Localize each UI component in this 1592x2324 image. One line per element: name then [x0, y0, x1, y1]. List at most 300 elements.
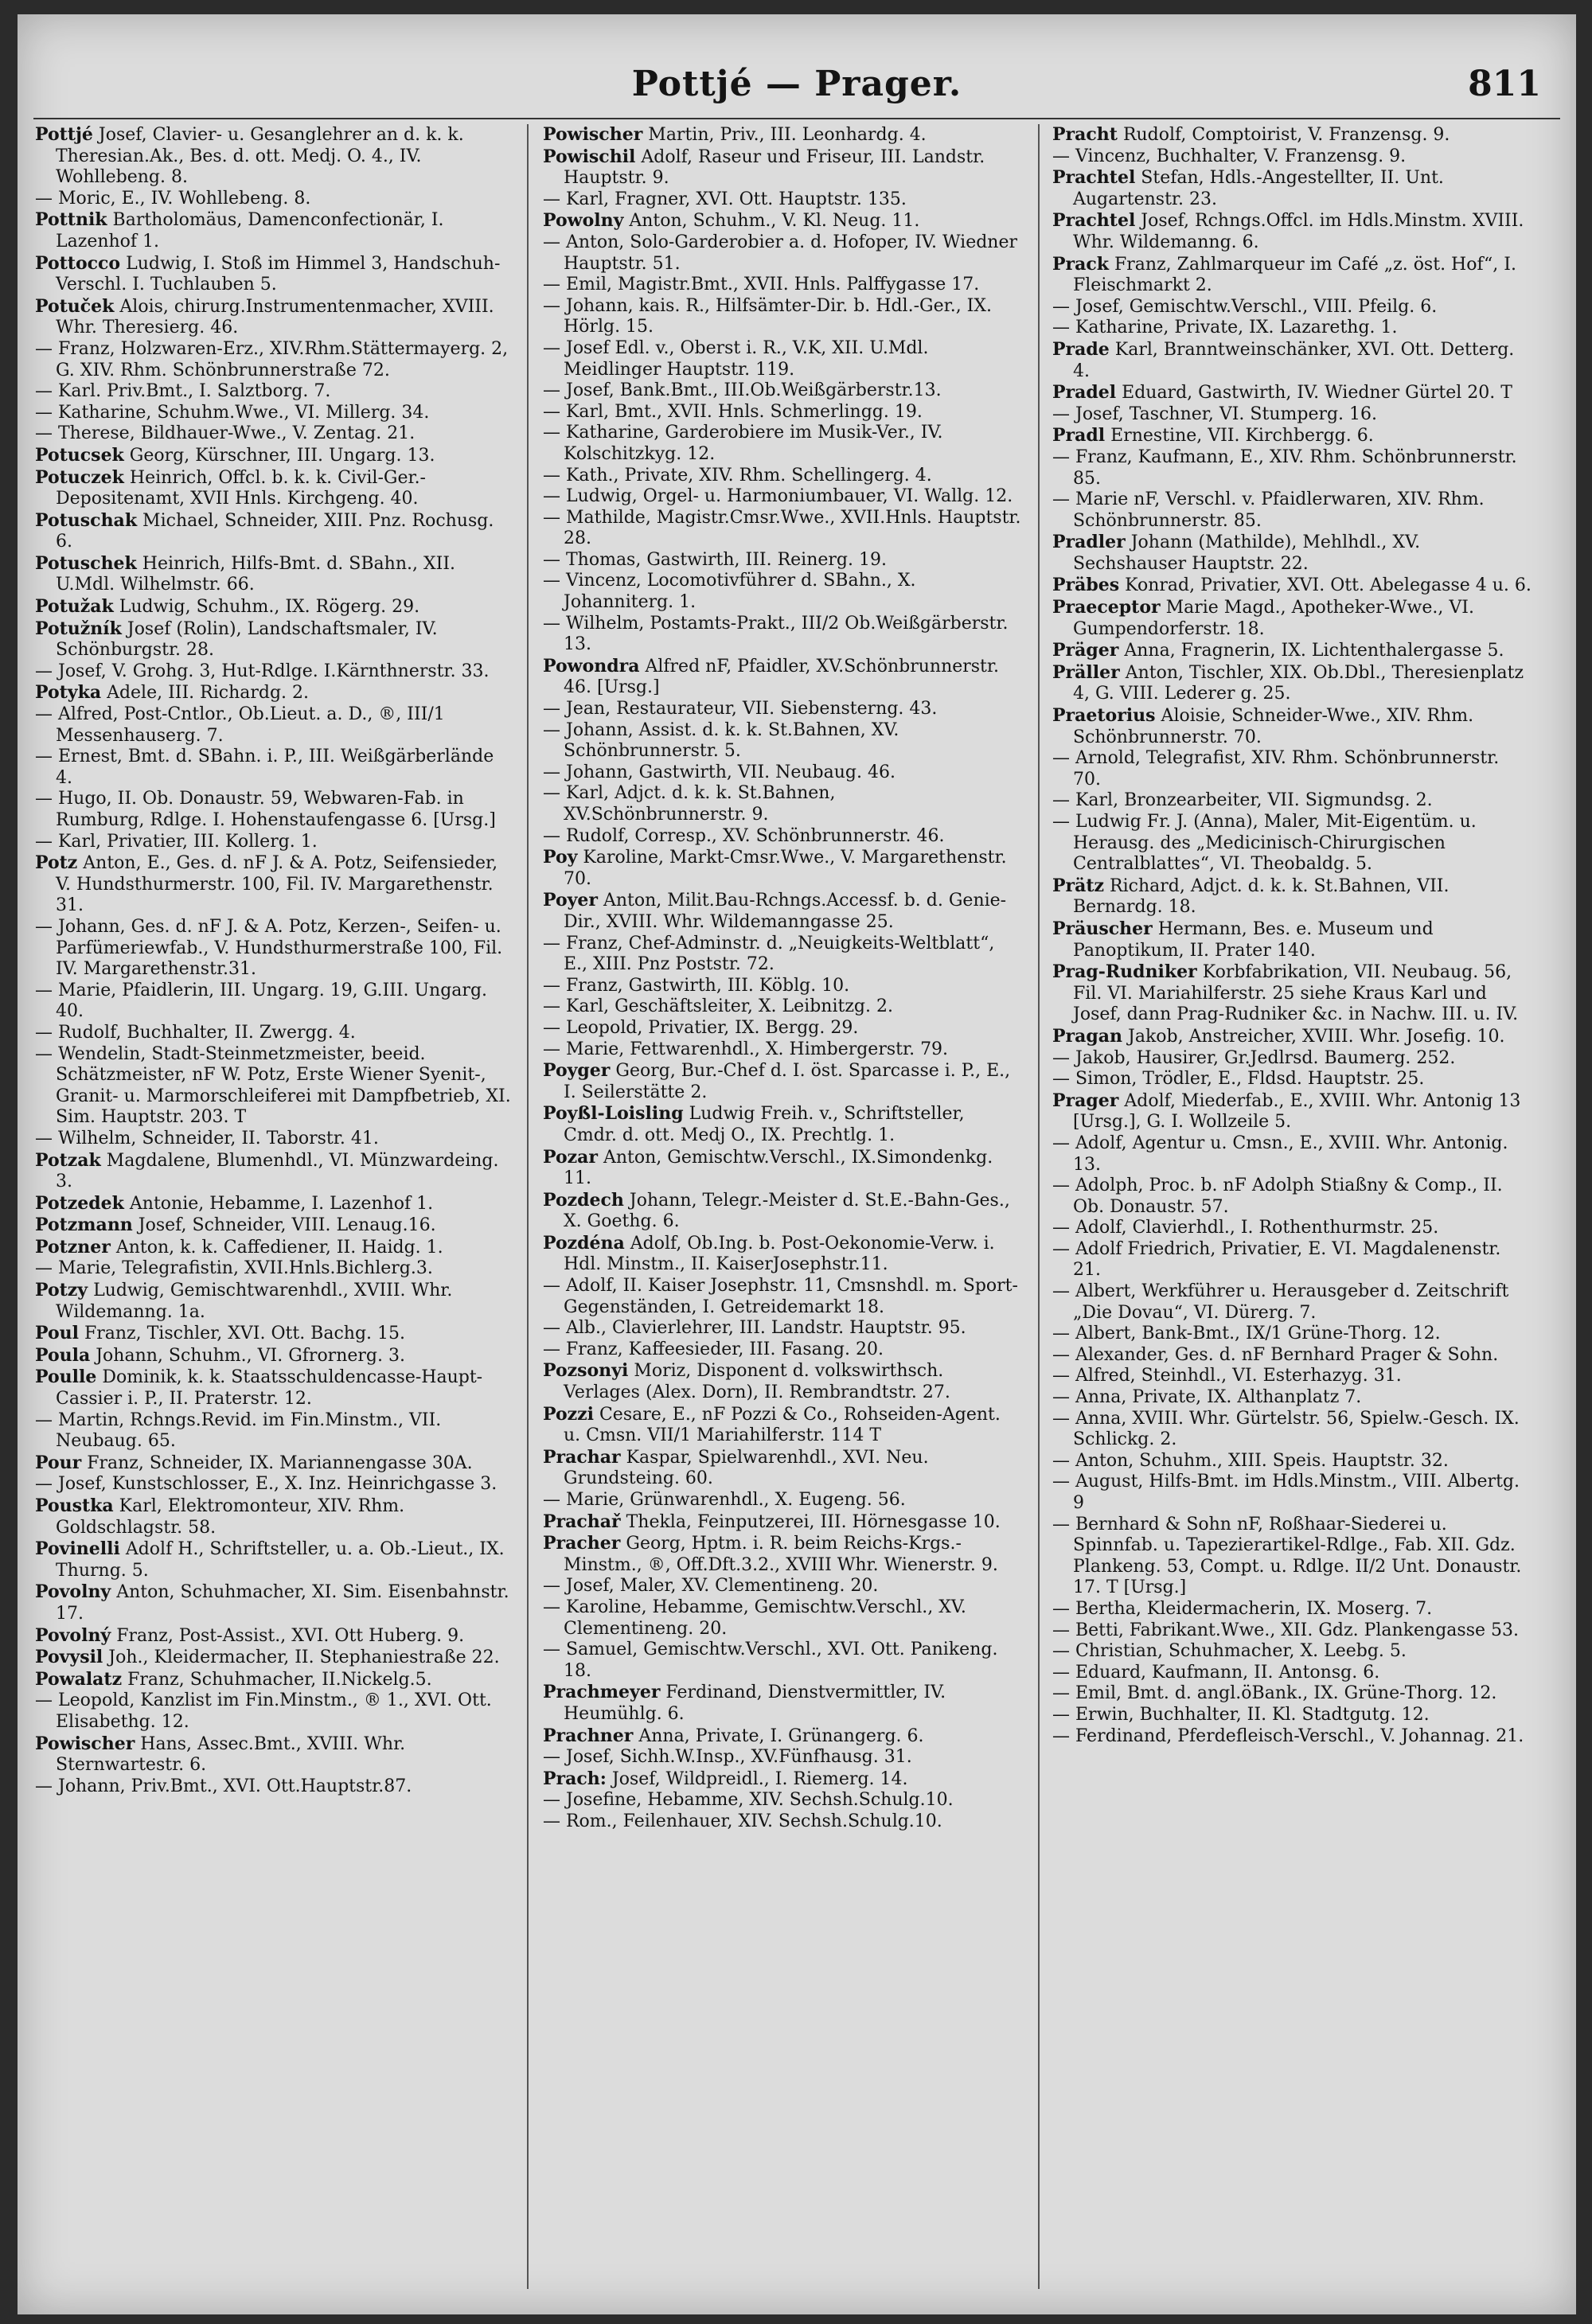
directory-entry: [1052, 812, 1532, 875]
directory-entry: [543, 762, 1022, 784]
directory-entry: [1052, 597, 1532, 640]
directory-entry: [35, 510, 514, 553]
entry-details: — Marie, Telegrafistin, XVII.Hnls.Bichlerg.3.: [35, 1258, 433, 1279]
entry-surname: Prachtel: [1052, 167, 1136, 189]
entry-surname: Poul: [35, 1323, 79, 1344]
directory-entry: [35, 1776, 514, 1798]
directory-entry: [543, 996, 1022, 1018]
entry-details: — Betti, Fabrikant.Wwe., XII. Gdz. Plankengasse 53.: [1052, 1620, 1519, 1640]
page-header: [18, 64, 1576, 111]
directory-entry: [543, 124, 1022, 146]
directory-entry: [35, 381, 514, 403]
directory-entry: [543, 380, 1022, 402]
entry-details: Josef (Rolin), Landschaftsmaler, IV. Schönburgstr. 28.: [56, 618, 438, 661]
directory-entry: [35, 1538, 514, 1581]
directory-entry: [543, 1339, 1022, 1361]
entry-surname: Prager: [1052, 1090, 1119, 1111]
directory-entry: [543, 1533, 1022, 1576]
entry-details: Anton, E., Ges. d. nF J. & A. Potz, Seifensieder, V. Hundsthurmerstr. 100, Fil. IV. Margarethenstr. 31.: [56, 853, 498, 916]
entry-details: — Karl, Privatier, III. Kollerg. 1.: [35, 831, 318, 852]
entry-surname: Potyka: [35, 682, 102, 704]
entry-surname: Powischer: [543, 124, 643, 145]
entry-details: Martin, Priv., III. Leonhardg. 4.: [642, 125, 927, 145]
entry-details: Rudolf, Comptoirist, V. Franzensg. 9.: [1117, 125, 1450, 145]
entry-details: — Alexander, Ges. d. nF Bernhard Prager & Sohn.: [1052, 1344, 1499, 1365]
directory-entry: [35, 1280, 514, 1323]
entry-details: Josef, Wildpreidl., I. Riemerg. 14.: [606, 1768, 908, 1789]
entry-surname: Pottjé: [35, 124, 93, 145]
entry-details: Franz, Schuhmacher, II.Nickelg.5.: [122, 1669, 432, 1690]
entry-surname: Prade: [1052, 338, 1110, 360]
directory-entry: [35, 1215, 514, 1237]
entry-surname: Potzmann: [35, 1215, 133, 1236]
directory-page: [18, 14, 1576, 2314]
entry-details: Anton, Tischler, XIX. Ob.Dbl., Theresienplatz 4, G. VIII. Lederer g. 25.: [1073, 662, 1524, 704]
entry-surname: Potuschek: [35, 552, 137, 574]
entry-details: — Franz, Holzwaren-Erz., XIV.Rhm.Stättermayerg. 2, G. XIV. Rhm. Schönbrunnerstraße 72.: [35, 338, 509, 380]
directory-entry: [35, 618, 514, 661]
entry-details: — Adolf, Agentur u. Cmsn., E., XVIII. Whr. Antonig. 13.: [1052, 1133, 1508, 1175]
directory-entry: [543, 783, 1022, 825]
directory-entry: [543, 486, 1022, 508]
directory-entry: [543, 1640, 1022, 1682]
entry-surname: Potužak: [35, 596, 114, 618]
entry-details: — Kath., Private, XIV. Rhm. Schellingerg. 4.: [543, 465, 932, 485]
directory-entry: [543, 1790, 1022, 1811]
entry-details: Joh., Kleidermacher, II. Stephaniestraße 22.: [103, 1647, 500, 1668]
directory-entry: [543, 1747, 1022, 1768]
directory-entry: [1052, 489, 1532, 532]
directory-entry: [543, 571, 1022, 613]
entry-details: Adolf, Raseur und Friseur, III. Landstr. Hauptstr. 9.: [564, 146, 985, 189]
entry-details: Marie Magd., Apotheker-Wwe., VI. Gumpendorferstr. 18.: [1073, 598, 1474, 639]
directory-entry: [1052, 1133, 1532, 1176]
entry-details: — Alb., Clavierlehrer, III. Landstr. Hauptstr. 95.: [543, 1318, 966, 1339]
entry-details: — Anna, Private, IX. Althanplatz 7.: [1052, 1387, 1362, 1408]
entry-details: — Rudolf, Corresp., XV. Schönbrunnerstr. 46.: [543, 825, 945, 846]
entry-details: — Hugo, II. Ob. Donaustr. 59, Webwaren-Fab. in Rumburg, Rdlge. I. Hohenstaufengasse 6. [Ursg.]: [35, 789, 496, 830]
directory-entry: [1052, 1620, 1532, 1642]
entry-details: Korbfabrikation, VII. Neubaug. 56, Fil. VI. Mariahilferstr. 25 siehe Kraus Karl und Josef, dann Prag-Rudniker &c. in Nachw. III. u. IV.: [1073, 962, 1519, 1025]
entry-details: Konrad, Privatier, XVI. Ott. Abelegasse 4 u. 6.: [1119, 575, 1532, 596]
entry-surname: Povysil: [35, 1647, 103, 1668]
entry-surname: Poula: [35, 1344, 91, 1366]
entry-details: Johann (Mathilde), Mehlhdl., XV. Sechshauser Hauptstr. 22.: [1073, 532, 1421, 574]
entry-details: Adolf, Miederfab., E., XVIII. Whr. Antonig 13 [Ursg.], G. I. Wollzeile 5.: [1073, 1090, 1521, 1133]
directory-entry: [1052, 1281, 1532, 1324]
entry-details: — Johann, Gastwirth, VII. Neubaug. 46.: [543, 762, 896, 782]
entry-surname: Potzy: [35, 1280, 88, 1301]
entry-details: Hans, Assec.Bmt., XVIII. Whr. Sternwartestr. 6.: [56, 1733, 406, 1776]
entry-details: — Franz, Chef-Adminstr. d. „Neuigkeits-Weltblatt“, E., XIII. Pnz Poststr. 72.: [543, 933, 995, 975]
entry-surname: Pradl: [1052, 425, 1106, 446]
directory-entry: [1052, 1324, 1532, 1345]
entry-surname: Poulle: [35, 1367, 97, 1388]
directory-entry: [543, 338, 1022, 380]
entry-surname: Potzner: [35, 1236, 111, 1258]
column-2: [543, 124, 1022, 2289]
directory-entry: [1052, 167, 1532, 210]
directory-entry: [1052, 1683, 1532, 1705]
entry-details: — Katharine, Private, IX. Lazarethg. 1.: [1052, 318, 1398, 338]
directory-entry: [543, 1233, 1022, 1276]
directory-entry: [35, 467, 514, 510]
entry-details: Anton, Schuhmacher, XI. Sim. Eisenbahnstr. 17.: [56, 1582, 509, 1624]
directory-entry: [1052, 1239, 1532, 1281]
entry-details: — Adolph, Proc. b. nF Adolph Stiaßny & Comp., II. Ob. Donaustr. 57.: [1052, 1176, 1503, 1217]
entry-details: — Marie, Pfaidlerin, III. Ungarg. 19, G.III. Ungarg. 40.: [35, 980, 488, 1022]
directory-entry: [1052, 790, 1532, 812]
entry-details: Anton, Schuhm., V. Kl. Neug. 11.: [623, 211, 920, 232]
entry-details: — Vincenz, Locomotivführer d. SBahn., X. Johanniterg. 1.: [543, 571, 916, 613]
directory-entry: [543, 550, 1022, 571]
entry-details: Adolf H., Schriftsteller, u. a. Ob.-Lieut., IX. Thurng. 5.: [56, 1539, 505, 1581]
entry-details: — Rom., Feilenhauer, XIV. Sechsh.Schulg.10.: [543, 1811, 942, 1831]
entry-details: — Franz, Kaffeesieder, III. Fasang. 20.: [543, 1339, 884, 1359]
entry-details: — Wilhelm, Schneider, II. Taborstr. 41.: [35, 1128, 379, 1148]
entry-details: — Bertha, Kleidermacherin, IX. Moserg. 7.: [1052, 1598, 1433, 1619]
entry-details: — Leopold, Kanzlist im Fin.Minstm., ® 1., XVI. Ott. Elisabethg. 12.: [35, 1690, 492, 1732]
entry-surname: Prachmeyer: [543, 1682, 661, 1703]
entry-details: — Josef, Kunstschlosser, E., X. Inz. Heinrichgasse 3.: [35, 1474, 498, 1495]
entry-details: Franz, Zahlmarqueur im Café „z. öst. Hof“, I. Fleischmarkt 2.: [1073, 254, 1516, 296]
entry-details: — Karl, Bmt., XVII. Hnls. Schmerlingg. 19.: [543, 401, 923, 422]
entry-details: Franz, Tischler, XVI. Ott. Bachg. 15.: [78, 1324, 406, 1344]
entry-details: Franz, Post-Assist., XVI. Ott Huberg. 9.: [111, 1625, 465, 1646]
entry-details: — Alfred, Steinhdl., VI. Esterhazyg. 31.: [1052, 1366, 1402, 1386]
entry-surname: Povolný: [35, 1624, 111, 1646]
directory-entry: [543, 1060, 1022, 1103]
directory-entry: [543, 1725, 1022, 1748]
directory-entry: [543, 1018, 1022, 1039]
entry-surname: Praeceptor: [1052, 597, 1161, 618]
directory-entry: [1052, 1451, 1532, 1472]
entry-details: — Adolf, Clavierhdl., I. Rothenthurmstr. 25.: [1052, 1218, 1439, 1238]
directory-entry: [543, 402, 1022, 423]
entry-details: — Ludwig Fr. J. (Anna), Maler, Mit-Eigentüm. u. Herausg. des „Medicinisch-Chirurgischen Centralblattes“, VI. Theobaldg. 5.: [1052, 812, 1477, 875]
entry-details: Josef, Clavier- u. Gesanglehrer an d. k. k. Theresian.Ak., Bes. d. ott. Medj. O. 4., IV. Wohllebeng. 8.: [56, 125, 464, 188]
entry-details: — Anna, XVIII. Whr. Gürtelstr. 56, Spielw.-Gesch. IX. Schlickg. 2.: [1052, 1408, 1520, 1450]
entry-details: Anton, k. k. Caffediener, II. Haidg. 1.: [110, 1237, 443, 1258]
entry-surname: Präuscher: [1052, 918, 1153, 939]
entry-details: — Rudolf, Buchhalter, II. Zwergg. 4.: [35, 1022, 356, 1043]
directory-entry: [543, 146, 1022, 189]
entry-details: — Ludwig, Orgel- u. Harmoniumbauer, VI. Wallg. 12.: [543, 486, 1013, 507]
entry-surname: Poyer: [543, 890, 598, 911]
entry-details: — Johann, Priv.Bmt., XVI. Ott.Hauptstr.87.: [35, 1776, 412, 1796]
entry-details: — Johann, kais. R., Hilfsämter-Dir. b. Hdl.-Ger., IX. Hörlg. 15.: [543, 295, 993, 337]
entry-details: Aloisie, Schneider-Wwe., XIV. Rhm. Schönbrunnerstr. 70.: [1073, 706, 1474, 747]
directory-entry: [543, 1147, 1022, 1190]
directory-entry: [35, 1474, 514, 1495]
directory-entry: [1052, 404, 1532, 426]
entry-details: — Erwin, Buchhalter, II. Kl. Stadtgutg. 12.: [1052, 1704, 1430, 1725]
directory-entry: [543, 189, 1022, 211]
directory-entry: [543, 934, 1022, 976]
directory-entry: [1052, 1218, 1532, 1239]
directory-entry: [543, 890, 1022, 933]
entry-surname: Poyger: [543, 1060, 611, 1082]
directory-entry: [543, 826, 1022, 848]
directory-entry: [35, 445, 514, 467]
directory-entry: [35, 423, 514, 445]
entry-details: Ferdinand, Dienstvermittler, IV. Heumühlg. 6.: [564, 1683, 946, 1724]
entry-details: — Albert, Werkführer u. Herausgeber d. Zeitschrift „Die Dovau“, VI. Dürerg. 7.: [1052, 1281, 1509, 1323]
directory-entry: [543, 210, 1022, 232]
entry-details: Ludwig Freih. v., Schriftsteller, Cmdr. d. ott. Medj O., IX. Prechtlg. 1.: [564, 1104, 965, 1145]
entry-surname: Potucsek: [35, 444, 124, 466]
entry-details: — Ferdinand, Pferdefleisch-Verschl., V. Johannag. 21.: [1052, 1725, 1524, 1746]
directory-entry: [543, 1360, 1022, 1403]
directory-entry: [1052, 1345, 1532, 1367]
directory-entry: [1052, 297, 1532, 318]
entry-details: — Moric, E., IV. Wohllebeng. 8.: [35, 188, 311, 209]
entry-details: Georg, Kürschner, III. Ungarg. 13.: [123, 445, 435, 466]
directory-entry: [543, 1811, 1022, 1833]
entry-details: Karoline, Markt-Cmsr.Wwe., V. Margarethenstr. 70.: [564, 848, 1007, 889]
entry-details: Ludwig, Schuhm., IX. Rögerg. 29.: [113, 597, 420, 618]
entry-details: Magdalene, Blumenhdl., VI. Münzwardeing. 3.: [56, 1150, 499, 1192]
entry-surname: Pour: [35, 1452, 82, 1473]
column-divider-2: [1038, 124, 1040, 2289]
directory-entry: [35, 1044, 514, 1129]
entry-surname: Präbes: [1052, 575, 1120, 596]
directory-entry: [1052, 1387, 1532, 1409]
entry-details: — Wendelin, Stadt-Steinmetzmeister, beeid. Schätzmeister, nF W. Potz, Erste Wiener Syenit-, Granit- u. Marmorschleiferei mit Dampfbetrieb, XI. Sim. Hauptstr. 203. T: [35, 1043, 511, 1128]
entry-details: Adele, III. Richardg. 2.: [101, 683, 310, 704]
directory-entry: [543, 976, 1022, 997]
entry-details: Kaspar, Spielwarenhdl., XVI. Neu. Grundsteing. 60.: [564, 1447, 929, 1489]
entry-surname: Povinelli: [35, 1538, 120, 1560]
directory-entry: [1052, 575, 1532, 597]
entry-surname: Präller: [1052, 661, 1120, 683]
directory-entry: [543, 847, 1022, 890]
entry-details: — Karl, Adjct. d. k. k. St.Bahnen, XV.Schönbrunnerstr. 9.: [543, 783, 836, 825]
entry-details: — Mathilde, Magistr.Cmsr.Wwe., XVII.Hnls. Hauptstr. 28.: [543, 507, 1021, 549]
entry-details: — Franz, Kaufmann, E., XIV. Rhm. Schönbrunnerstr. 85.: [1052, 446, 1517, 489]
entry-surname: Potuschak: [35, 509, 138, 531]
entry-details: — Leopold, Privatier, IX. Bergg. 29.: [543, 1017, 859, 1038]
entry-details: Thekla, Feinputzerei, III. Hörnesgasse 10.: [620, 1511, 1001, 1532]
directory-entry: [543, 1190, 1022, 1233]
directory-entry: [1052, 1705, 1532, 1726]
entry-surname: Prachner: [543, 1725, 634, 1746]
entry-details: — Arnold, Telegrafist, XIV. Rhm. Schönbrunnerstr. 70.: [1052, 748, 1500, 790]
entry-details: — Thomas, Gastwirth, III. Reinerg. 19.: [543, 549, 887, 570]
directory-entry: [543, 1276, 1022, 1318]
directory-entry: [543, 614, 1022, 656]
entry-surname: Prachtel: [1052, 210, 1136, 232]
entry-details: Karl, Elektromonteur, XIV. Rhm. Goldschlagstr. 58.: [56, 1496, 405, 1538]
entry-details: — Alfred, Post-Cntlor., Ob.Lieut. a. D., ®, III/1 Messenhauserg. 7.: [35, 704, 445, 746]
entry-details: — Franz, Gastwirth, III. Köblg. 10.: [543, 975, 850, 996]
entry-surname: Powolny: [543, 210, 624, 232]
directory-entry: [543, 1103, 1022, 1146]
entry-surname: Powischil: [543, 146, 636, 167]
directory-entry: [543, 656, 1022, 699]
directory-entry: [1052, 532, 1532, 575]
directory-entry: [543, 423, 1022, 465]
entry-details: Stefan, Hdls.-Angestellter, II. Unt. Augartenstr. 23.: [1073, 168, 1444, 209]
directory-entry: [543, 1597, 1022, 1640]
directory-entry: [543, 1318, 1022, 1339]
column-3: [1052, 124, 1532, 2289]
directory-entry: [35, 403, 514, 424]
entry-surname: Powalatz: [35, 1668, 123, 1690]
entry-details: Ludwig, Gemischtwarenhdl., XVIII. Whr. Wildemanng. 1a.: [56, 1281, 453, 1322]
entry-details: Antonie, Hebamme, I. Lazenhof 1.: [123, 1193, 434, 1214]
entry-surname: Potzak: [35, 1149, 101, 1171]
entry-details: Josef, Schneider, VIII. Lenaug.16.: [132, 1215, 436, 1236]
entry-details: Moriz, Disponent d. volkswirthsch. Verlages (Alex. Dorn), II. Rembrandtstr. 27.: [564, 1361, 950, 1403]
entry-details: Anna, Fragnerin, IX. Lichtenthalergasse 5.: [1118, 641, 1504, 661]
directory-entry: [1052, 447, 1532, 489]
entry-details: — Karl. Priv.Bmt., I. Salztborg. 7.: [35, 381, 331, 402]
entry-details: — Simon, Trödler, E., Fldsd. Hauptstr. 25.: [1052, 1069, 1425, 1090]
entry-details: Anton, Gemischtw.Verschl., IX.Simondenkg. 11.: [564, 1147, 993, 1189]
entry-details: — Adolf, II. Kaiser Josephstr. 11, Cmsnshdl. m. Sport-Gegenständen, I. Getreidemarkt 18.: [543, 1276, 1018, 1317]
directory-entry: [1052, 124, 1532, 146]
entry-details: Anna, Private, I. Grünangerg. 6.: [633, 1725, 924, 1746]
entry-details: — Josef, Gemischtw.Verschl., VIII. Pfeilg. 6.: [1052, 296, 1438, 317]
directory-entry: [1052, 1472, 1532, 1514]
directory-entry: [1052, 1048, 1532, 1070]
directory-entry: [1052, 339, 1532, 382]
directory-entry: [35, 296, 514, 339]
directory-entry: [543, 1511, 1022, 1534]
entry-surname: Pradel: [1052, 382, 1117, 404]
entry-details: Georg, Bur.-Chef d. I. öst. Sparcasse i. P., E., I. Seilerstätte 2.: [564, 1061, 1011, 1102]
entry-surname: Pottnik: [35, 209, 107, 231]
entry-surname: Pozar: [543, 1146, 598, 1168]
entry-details: — Anton, Schuhm., XIII. Speis. Hauptstr. 32.: [1052, 1450, 1449, 1471]
directory-entry: [1052, 1409, 1532, 1451]
entry-details: — Adolf Friedrich, Privatier, E. VI. Magdalenenstr. 21.: [1052, 1238, 1501, 1281]
entry-details: Dominik, k. k. Staatsschuldencasse-Haupt-Cassier i. P., II. Praterstr. 12.: [56, 1367, 483, 1410]
entry-details: — Karl, Fragner, XVI. Ott. Hauptstr. 135.: [543, 189, 907, 209]
entry-details: Ernestine, VII. Kirchbergg. 6.: [1105, 426, 1374, 446]
directory-entry: [1052, 1663, 1532, 1684]
directory-entry: [1052, 210, 1532, 253]
entry-details: — Katharine, Garderobiere im Musik-Ver., IV. Kolschitzkyg. 12.: [543, 423, 943, 464]
directory-entry: [1052, 1069, 1532, 1090]
entry-details: Ludwig, I. Stoß im Himmel 3, Handschuh-Verschl. I. Tuchlauben 5.: [56, 253, 501, 295]
entry-surname: Prach:: [543, 1768, 607, 1789]
directory-entry: [1052, 1090, 1532, 1133]
directory-entry: [35, 1323, 514, 1345]
entry-surname: Potuczek: [35, 466, 124, 488]
entry-details: Cesare, E., nF Pozzi & Co., Rohseiden-Agent. u. Cmsn. VII/1 Mariahilferstr. 114 T: [564, 1404, 1001, 1446]
directory-entry: [35, 553, 514, 596]
directory-entry: [35, 1193, 514, 1215]
entry-surname: Powondra: [543, 655, 640, 677]
entry-details: — Bernhard & Sohn nF, Roßhaar-Siederei u. Spinnfab. u. Tapezierartikel-Rdlge., Fab. XII. Gdz. Plankeng. 53, Compt. u. Rdlge. II/2 Unt. Donaustr. 17. T [Ursg.]: [1052, 1514, 1522, 1598]
entry-details: — Marie, Fettwarenhdl., X. Himbergerstr. 79.: [543, 1039, 949, 1059]
directory-entry: [1052, 1366, 1532, 1387]
entry-surname: Pottocco: [35, 252, 121, 274]
entry-surname: Prag-Rudniker: [1052, 961, 1197, 983]
directory-entry: [35, 832, 514, 853]
directory-entry: [543, 1682, 1022, 1725]
entry-details: — Ernest, Bmt. d. SBahn. i. P., III. Weißgärberlände 4.: [35, 747, 494, 788]
entry-details: Johann, Schuhm., VI. Gfrornerg. 3.: [90, 1345, 405, 1366]
directory-entry: [35, 682, 514, 704]
directory-entry: [35, 1647, 514, 1669]
entry-details: — Josef, Sichh.W.Insp., XV.Fünfhausg. 31.: [543, 1747, 912, 1768]
directory-entry: [35, 1129, 514, 1150]
entry-surname: Prachar: [543, 1446, 621, 1468]
directory-entry: [1052, 1515, 1532, 1599]
entry-details: — Marie nF, Verschl. v. Pfaidlerwaren, XIV. Rhm. Schönbrunnerstr. 85.: [1052, 489, 1485, 531]
entry-details: — Karoline, Hebamme, Gemischtw.Verschl., XV. Clementineng. 20.: [543, 1597, 966, 1639]
entry-details: — Samuel, Gemischtw.Verschl., XVI. Ott. Panikeng. 18.: [543, 1640, 998, 1681]
directory-entry: [543, 232, 1022, 275]
entry-details: — Martin, Rchngs.Revid. im Fin.Minstm., VII. Neubaug. 65.: [35, 1410, 442, 1452]
entry-details: — Josefine, Hebamme, XIV. Sechsh.Schulg.10.: [543, 1790, 954, 1811]
entry-surname: Pozsonyi: [543, 1360, 629, 1382]
directory-entry: [543, 720, 1022, 762]
directory-entry: [35, 209, 514, 252]
directory-entry: [1052, 382, 1532, 404]
directory-entry: [35, 789, 514, 831]
entry-details: — Karl, Bronzearbeiter, VII. Sigmundsg. 2.: [1052, 790, 1433, 811]
entry-details: — Jean, Restaurateur, VII. Siebensterng. 43.: [543, 699, 938, 719]
directory-entry: [1052, 748, 1532, 790]
entry-details: — Wilhelm, Postamts-Prakt., III/2 Ob.Weißgärberstr. 13.: [543, 613, 1009, 655]
entry-surname: Praetorius: [1052, 705, 1156, 727]
directory-entry: [35, 852, 514, 917]
entry-details: Anton, Milit.Bau-Rchngs.Accessf. b. d. Genie-Dir., XVIII. Whr. Wildemanngasse 25.: [564, 891, 1007, 932]
entry-details: Franz, Schneider, IX. Mariannengasse 30A.: [81, 1452, 473, 1473]
entry-details: — Albert, Bank-Bmt., IX/1 Grüne-Thorg. 12.: [1052, 1324, 1441, 1344]
entry-details: — August, Hilfs-Bmt. im Hdls.Minstm., VIII. Albertg. 9: [1052, 1472, 1520, 1513]
entry-details: Heinrich, Hilfs-Bmt. d. SBahn., XII. U.Mdl. Wilhelmstr. 66.: [56, 553, 456, 595]
entry-details: Heinrich, Offcl. b. k. k. Civil-Ger.-Depositenamt, XVII Hnls. Kirchgeng. 40.: [56, 467, 426, 509]
directory-entry: [1052, 875, 1532, 918]
directory-entry: [1052, 705, 1532, 748]
header-rule: [33, 118, 1560, 119]
entry-details: — Christian, Schuhmacher, X. Leebg. 5.: [1052, 1641, 1407, 1662]
entry-surname: Pozdech: [543, 1189, 624, 1211]
directory-entry: [543, 1039, 1022, 1061]
entry-details: — Josef Edl. v., Oberst i. R., V.K, XII. U.Mdl. Meidlinger Hauptstr. 119.: [543, 337, 929, 380]
directory-entry: [543, 1447, 1022, 1490]
directory-entry: [35, 124, 514, 189]
entry-surname: Povolny: [35, 1581, 111, 1603]
directory-entry: [35, 1625, 514, 1647]
directory-entry: [1052, 961, 1532, 1026]
entry-surname: Poustka: [35, 1495, 114, 1516]
directory-entry: [35, 1023, 514, 1044]
entry-surname: Prachař: [543, 1511, 621, 1532]
directory-entry: [35, 1237, 514, 1259]
entry-details: — Karl, Geschäftsleiter, X. Leibnitzg. 2.: [543, 996, 893, 1017]
directory-entry: [35, 1690, 514, 1733]
entry-details: Jakob, Anstreicher, XVIII. Whr. Josefig. 10.: [1122, 1026, 1505, 1047]
entry-details: — Jakob, Hausirer, Gr.Jedlrsd. Baumerg. 252.: [1052, 1047, 1456, 1068]
entry-surname: Pradler: [1052, 532, 1126, 553]
directory-entry: [1052, 1026, 1532, 1048]
entry-details: Alfred nF, Pfaidler, XV.Schönbrunnerstr. 46. [Ursg.]: [564, 656, 999, 698]
directory-entry: [35, 1258, 514, 1280]
column-1: [35, 124, 514, 2289]
directory-entry: [543, 699, 1022, 720]
directory-entry: [35, 1733, 514, 1776]
entry-surname: Pozdéna: [543, 1232, 625, 1254]
entry-surname: Prack: [1052, 253, 1110, 275]
entry-surname: Pracht: [1052, 124, 1118, 145]
running-head: Pottjé — Prager.: [631, 64, 962, 104]
